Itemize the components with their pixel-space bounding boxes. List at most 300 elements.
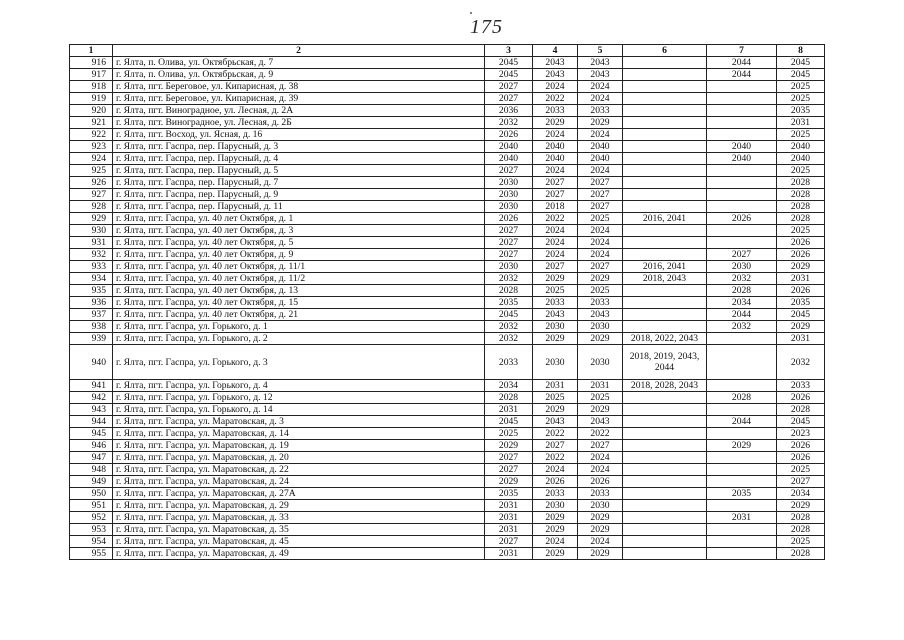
table-row [70, 440, 825, 452]
table-cell: 2033 [533, 105, 578, 117]
table-row [70, 297, 825, 309]
table-cell: 2030 [533, 500, 578, 512]
table-cell: г. Ялта, пгт. Береговое, ул. Кипарисная, д. 39 [113, 93, 485, 105]
table-cell: 2025 [533, 285, 578, 297]
table-cell: 2018, 2022, 2043 [623, 333, 707, 345]
table-cell [623, 117, 707, 129]
table-cell: 950 [70, 488, 113, 500]
table-cell: 935 [70, 285, 113, 297]
table-cell: 2016, 2041 [623, 261, 707, 273]
table-cell: 2030 [578, 345, 623, 380]
table-cell [623, 237, 707, 249]
table-cell [623, 536, 707, 548]
table-cell: 2033 [777, 380, 825, 392]
table-row [70, 464, 825, 476]
table-cell: 2027 [485, 237, 533, 249]
table-cell: 953 [70, 524, 113, 536]
table-cell: г. Ялта, пгт. Гаспра, ул. Маратовская, д. 49 [113, 548, 485, 560]
table-cell: 2032 [485, 117, 533, 129]
column-header: 3 [485, 45, 533, 57]
table-cell: 2035 [707, 488, 777, 500]
table-cell: 2030 [578, 500, 623, 512]
table-cell [707, 129, 777, 141]
table-cell: г. Ялта, пгт. Гаспра, пер. Парусный, д. 4 [113, 153, 485, 165]
table-cell [623, 165, 707, 177]
table-cell: г. Ялта, пгт. Гаспра, ул. 40 лет Октября, д. 9 [113, 249, 485, 261]
table-cell [707, 225, 777, 237]
table-header-row [70, 45, 825, 57]
table-cell: 2027 [485, 225, 533, 237]
table-cell: 2033 [485, 345, 533, 380]
table-cell: г. Ялта, пгт. Гаспра, ул. Горького, д. 4 [113, 380, 485, 392]
table-cell: 2044 [707, 69, 777, 81]
table-cell [623, 452, 707, 464]
table-cell: г. Ялта, пгт. Гаспра, ул. Маратовская, д. 24 [113, 476, 485, 488]
table-body [70, 57, 825, 560]
table-cell: 2025 [578, 213, 623, 225]
table-cell: 930 [70, 225, 113, 237]
table-cell: 2030 [707, 261, 777, 273]
table-cell: 2029 [578, 404, 623, 416]
table-cell: г. Ялта, пгт. Гаспра, ул. Горького, д. 3 [113, 345, 485, 380]
table-cell: 2043 [578, 57, 623, 69]
table-cell: 2025 [777, 81, 825, 93]
table-cell: г. Ялта, пгт. Гаспра, ул. Маратовская, д. 35 [113, 524, 485, 536]
table-cell: 2028 [777, 548, 825, 560]
table-cell: 2029 [578, 117, 623, 129]
table-cell: 2025 [777, 165, 825, 177]
table-cell: 2043 [578, 309, 623, 321]
table-cell: 2043 [533, 57, 578, 69]
table-cell: 2029 [777, 500, 825, 512]
table-cell: г. Ялта, пгт. Гаспра, ул. Горького, д. 14 [113, 404, 485, 416]
table-cell: г. Ялта, пгт. Гаспра, ул. Горького, д. 1 [113, 321, 485, 333]
table-cell: 2035 [485, 297, 533, 309]
table-cell [707, 464, 777, 476]
table-cell: 2040 [777, 141, 825, 153]
table-cell: 2045 [777, 416, 825, 428]
table-row [70, 548, 825, 560]
table-cell: 917 [70, 69, 113, 81]
table-cell: 2028 [777, 524, 825, 536]
table-cell [623, 81, 707, 93]
table-cell: 2029 [533, 548, 578, 560]
table-row [70, 213, 825, 225]
table-cell: г. Ялта, п. Олива, ул. Октябрьская, д. 7 [113, 57, 485, 69]
table-cell [623, 500, 707, 512]
table-cell: 2033 [578, 105, 623, 117]
table-cell: г. Ялта, пгт. Гаспра, ул. 40 лет Октября, д. 15 [113, 297, 485, 309]
table-cell: 920 [70, 105, 113, 117]
table-cell [707, 524, 777, 536]
table-cell: 2029 [578, 273, 623, 285]
table-cell: 931 [70, 237, 113, 249]
table-cell: 2026 [485, 129, 533, 141]
table-cell: 2026 [578, 476, 623, 488]
table-cell: 948 [70, 464, 113, 476]
table-cell [623, 177, 707, 189]
table-row [70, 225, 825, 237]
table-cell [623, 297, 707, 309]
table-cell: 941 [70, 380, 113, 392]
table-cell [707, 201, 777, 213]
table-cell: 2030 [485, 261, 533, 273]
table-cell: 2026 [485, 213, 533, 225]
table-cell: 2027 [578, 440, 623, 452]
table-cell: 2040 [777, 153, 825, 165]
table-cell: 2030 [578, 321, 623, 333]
table-row [70, 165, 825, 177]
table-cell [707, 345, 777, 380]
table-row [70, 428, 825, 440]
table-cell: г. Ялта, пгт. Гаспра, ул. Маратовская, д. 27А [113, 488, 485, 500]
table-cell: 2027 [485, 93, 533, 105]
table-cell: 2024 [578, 249, 623, 261]
table-cell: 2031 [533, 380, 578, 392]
table-row [70, 345, 825, 380]
table-cell: 2027 [578, 177, 623, 189]
table-row [70, 404, 825, 416]
table-cell: г. Ялта, пгт. Восход, ул. Ясная, д. 16 [113, 129, 485, 141]
table-cell [707, 333, 777, 345]
table-cell: 2043 [533, 69, 578, 81]
table-cell: 955 [70, 548, 113, 560]
table-cell: г. Ялта, пгт. Гаспра, пер. Парусный, д. 11 [113, 201, 485, 213]
table-cell: 2029 [578, 333, 623, 345]
table-cell: 2024 [533, 129, 578, 141]
table-cell [623, 57, 707, 69]
table-cell: 2031 [485, 512, 533, 524]
table-cell [707, 500, 777, 512]
table-cell: 946 [70, 440, 113, 452]
table-cell: 2027 [485, 165, 533, 177]
table-cell: 2045 [777, 69, 825, 81]
table-cell: г. Ялта, пгт. Гаспра, ул. Маратовская, д. 33 [113, 512, 485, 524]
table-row [70, 141, 825, 153]
table-cell [707, 105, 777, 117]
table-row [70, 129, 825, 141]
table-cell: 2023 [777, 428, 825, 440]
table-cell: 2022 [533, 93, 578, 105]
table-cell [623, 404, 707, 416]
table-cell: 2029 [777, 261, 825, 273]
table-row [70, 177, 825, 189]
table-cell: 2043 [533, 416, 578, 428]
table-cell: 2031 [777, 117, 825, 129]
table-cell: 2044 [707, 416, 777, 428]
table-row [70, 536, 825, 548]
table-cell: 2024 [578, 536, 623, 548]
table-cell: 2029 [533, 333, 578, 345]
table-row [70, 524, 825, 536]
table-row [70, 452, 825, 464]
table-row [70, 476, 825, 488]
table-cell: 2045 [485, 69, 533, 81]
table-row [70, 273, 825, 285]
table-cell: 2043 [578, 69, 623, 81]
table-cell: 2029 [485, 440, 533, 452]
table-cell: г. Ялта, пгт. Береговое, ул. Кипарисная, д. 38 [113, 81, 485, 93]
table-cell: г. Ялта, пгт. Виноградное, ул. Лесная, д. 2Б [113, 117, 485, 129]
table-cell [623, 201, 707, 213]
table-cell: г. Ялта, пгт. Гаспра, ул. Маратовская, д. 20 [113, 452, 485, 464]
table-cell: 2028 [777, 213, 825, 225]
table-row [70, 392, 825, 404]
table-row [70, 416, 825, 428]
table-cell: г. Ялта, пгт. Гаспра, пер. Парусный, д. 9 [113, 189, 485, 201]
table-cell: 2040 [533, 141, 578, 153]
table-cell [623, 321, 707, 333]
table-cell: 2026 [777, 452, 825, 464]
table-cell: 933 [70, 261, 113, 273]
table-cell: 2027 [533, 440, 578, 452]
table-cell: 2025 [777, 93, 825, 105]
table-cell: 2027 [533, 177, 578, 189]
table-cell [623, 105, 707, 117]
table-cell: 2029 [533, 512, 578, 524]
table-cell: г. Ялта, п. Олива, ул. Октябрьская, д. 9 [113, 69, 485, 81]
table-cell: г. Ялта, пгт. Гаспра, ул. Маратовская, д. 29 [113, 500, 485, 512]
table-cell [707, 536, 777, 548]
page-number: 175 [470, 16, 503, 38]
table-row [70, 321, 825, 333]
scan-dot [470, 12, 472, 14]
table-row [70, 309, 825, 321]
table-cell: 2027 [485, 452, 533, 464]
table-cell [707, 237, 777, 249]
table-cell: 2034 [485, 380, 533, 392]
table-row [70, 261, 825, 273]
table-row [70, 488, 825, 500]
column-header: 4 [533, 45, 578, 57]
table-cell: 2029 [578, 524, 623, 536]
table-cell: 916 [70, 57, 113, 69]
table-cell: 2029 [578, 512, 623, 524]
table-cell: 942 [70, 392, 113, 404]
table-cell: 2028 [777, 201, 825, 213]
table-cell: 2027 [533, 189, 578, 201]
table-cell: 2027 [707, 249, 777, 261]
table-cell [707, 189, 777, 201]
table-cell: 2029 [707, 440, 777, 452]
table-cell: 2024 [578, 225, 623, 237]
column-header: 1 [70, 45, 113, 57]
table-cell: г. Ялта, пгт. Гаспра, ул. Маратовская, д. 19 [113, 440, 485, 452]
table-cell [623, 488, 707, 500]
table-cell: 919 [70, 93, 113, 105]
table-cell: 2040 [578, 153, 623, 165]
table-cell: 2024 [578, 81, 623, 93]
table-cell: 2027 [578, 189, 623, 201]
table-cell: 947 [70, 452, 113, 464]
table-cell: 2025 [485, 428, 533, 440]
table-cell [623, 141, 707, 153]
table-cell [623, 285, 707, 297]
table-cell [707, 452, 777, 464]
table-cell: 923 [70, 141, 113, 153]
table-cell [623, 93, 707, 105]
table-cell: 2024 [533, 237, 578, 249]
table-cell: 2022 [533, 213, 578, 225]
table-cell: 2025 [578, 392, 623, 404]
table-cell: 927 [70, 189, 113, 201]
schedule-table [69, 44, 825, 560]
table-cell: 2027 [485, 249, 533, 261]
table-cell: 2026 [777, 392, 825, 404]
table-cell: 2027 [533, 261, 578, 273]
column-header: 2 [113, 45, 485, 57]
table-cell: г. Ялта, пгт. Гаспра, ул. 40 лет Октября, д. 13 [113, 285, 485, 297]
table-cell [707, 476, 777, 488]
table-row [70, 153, 825, 165]
table-cell: 2030 [485, 201, 533, 213]
table-cell: 2024 [578, 464, 623, 476]
table-cell: 2027 [485, 81, 533, 93]
table-cell: 2027 [578, 201, 623, 213]
table-cell: 2028 [485, 392, 533, 404]
table-cell: 2032 [485, 273, 533, 285]
table-cell: 2027 [485, 464, 533, 476]
table-cell: 2031 [707, 512, 777, 524]
table-row [70, 189, 825, 201]
table-cell: 2025 [777, 536, 825, 548]
table-cell: 921 [70, 117, 113, 129]
table-cell: г. Ялта, пгт. Гаспра, ул. 40 лет Октября, д. 21 [113, 309, 485, 321]
table-cell: 2026 [533, 476, 578, 488]
table-cell: 2027 [485, 536, 533, 548]
table-cell [707, 404, 777, 416]
table-cell: 2030 [533, 345, 578, 380]
table-cell: 2026 [777, 249, 825, 261]
table-row [70, 285, 825, 297]
table-cell [623, 512, 707, 524]
table-cell: 952 [70, 512, 113, 524]
table-cell: г. Ялта, пгт. Гаспра, ул. 40 лет Октября, д. 11/2 [113, 273, 485, 285]
table-cell: 2024 [533, 464, 578, 476]
table-cell: 2030 [485, 177, 533, 189]
table-cell: 2033 [578, 488, 623, 500]
table-row [70, 237, 825, 249]
table-cell: 2031 [578, 380, 623, 392]
table-cell: 2040 [533, 153, 578, 165]
table-cell: 2031 [485, 524, 533, 536]
table-cell [623, 464, 707, 476]
table-cell: 2016, 2041 [623, 213, 707, 225]
table-cell [707, 380, 777, 392]
table-cell: 2033 [578, 297, 623, 309]
table-cell [623, 440, 707, 452]
table-cell: 2045 [485, 416, 533, 428]
table-cell: 2032 [707, 273, 777, 285]
table-cell: 2028 [777, 177, 825, 189]
table-cell: 2032 [707, 321, 777, 333]
table-cell: 2044 [707, 57, 777, 69]
table-cell: г. Ялта, пгт. Гаспра, ул. 40 лет Октября, д. 3 [113, 225, 485, 237]
table-cell: 2045 [485, 309, 533, 321]
table-cell: 2024 [578, 129, 623, 141]
table-cell: 2033 [533, 297, 578, 309]
table-row [70, 69, 825, 81]
table-cell: г. Ялта, пгт. Гаспра, ул. Маратовская, д. 3 [113, 416, 485, 428]
table-cell: 2028 [777, 189, 825, 201]
table-cell: 2018, 2043 [623, 273, 707, 285]
table-cell: 2028 [485, 285, 533, 297]
table-cell [707, 165, 777, 177]
table-cell: 2026 [777, 440, 825, 452]
table-cell: 2030 [533, 321, 578, 333]
table-cell: 2035 [777, 105, 825, 117]
table-cell: 2029 [533, 117, 578, 129]
table-cell: 938 [70, 321, 113, 333]
table-cell: г. Ялта, пгт. Гаспра, ул. Горького, д. 12 [113, 392, 485, 404]
table-cell: 2036 [485, 105, 533, 117]
table-cell: г. Ялта, пгт. Гаспра, ул. 40 лет Октября, д. 5 [113, 237, 485, 249]
table-cell: 2022 [533, 428, 578, 440]
table-cell: 2044 [707, 309, 777, 321]
table-cell [623, 476, 707, 488]
table-cell: 2024 [533, 249, 578, 261]
table-cell [707, 548, 777, 560]
table-cell: 2031 [485, 404, 533, 416]
table-row [70, 512, 825, 524]
table-cell: 2025 [777, 225, 825, 237]
table-cell: 2025 [533, 392, 578, 404]
table-cell: 937 [70, 309, 113, 321]
table-cell: 936 [70, 297, 113, 309]
table-cell: 2032 [485, 333, 533, 345]
table-cell: 918 [70, 81, 113, 93]
table-cell: 2029 [533, 524, 578, 536]
table-cell: 2027 [777, 476, 825, 488]
table-cell: 2024 [578, 93, 623, 105]
table-cell [707, 177, 777, 189]
table-cell: г. Ялта, пгт. Гаспра, пер. Парусный, д. 5 [113, 165, 485, 177]
table-cell: 2033 [533, 488, 578, 500]
table-cell: 2045 [777, 57, 825, 69]
table-cell: 2028 [707, 285, 777, 297]
table-cell [623, 153, 707, 165]
table-row [70, 380, 825, 392]
table-cell [707, 81, 777, 93]
table-cell: 2035 [777, 297, 825, 309]
table-cell [707, 93, 777, 105]
table-cell: 2024 [578, 237, 623, 249]
table-cell: 922 [70, 129, 113, 141]
table-cell: 2018, 2028, 2043 [623, 380, 707, 392]
table-cell: 944 [70, 416, 113, 428]
table-cell: 943 [70, 404, 113, 416]
table-cell: 2034 [777, 488, 825, 500]
table-cell: 2045 [777, 309, 825, 321]
table-cell: 2027 [578, 261, 623, 273]
table-cell: 926 [70, 177, 113, 189]
table-cell: 2028 [707, 392, 777, 404]
table-cell: 925 [70, 165, 113, 177]
table-cell [623, 189, 707, 201]
table-row [70, 249, 825, 261]
table-cell: 2028 [777, 404, 825, 416]
table-cell [623, 309, 707, 321]
table-cell: 924 [70, 153, 113, 165]
table-cell: г. Ялта, пгт. Гаспра, ул. Горького, д. 2 [113, 333, 485, 345]
table-cell: 2028 [777, 512, 825, 524]
table-cell [623, 416, 707, 428]
table-row [70, 500, 825, 512]
table-cell: 932 [70, 249, 113, 261]
table-cell: 2031 [485, 548, 533, 560]
table-cell: 2035 [485, 488, 533, 500]
table-cell: 2029 [533, 273, 578, 285]
